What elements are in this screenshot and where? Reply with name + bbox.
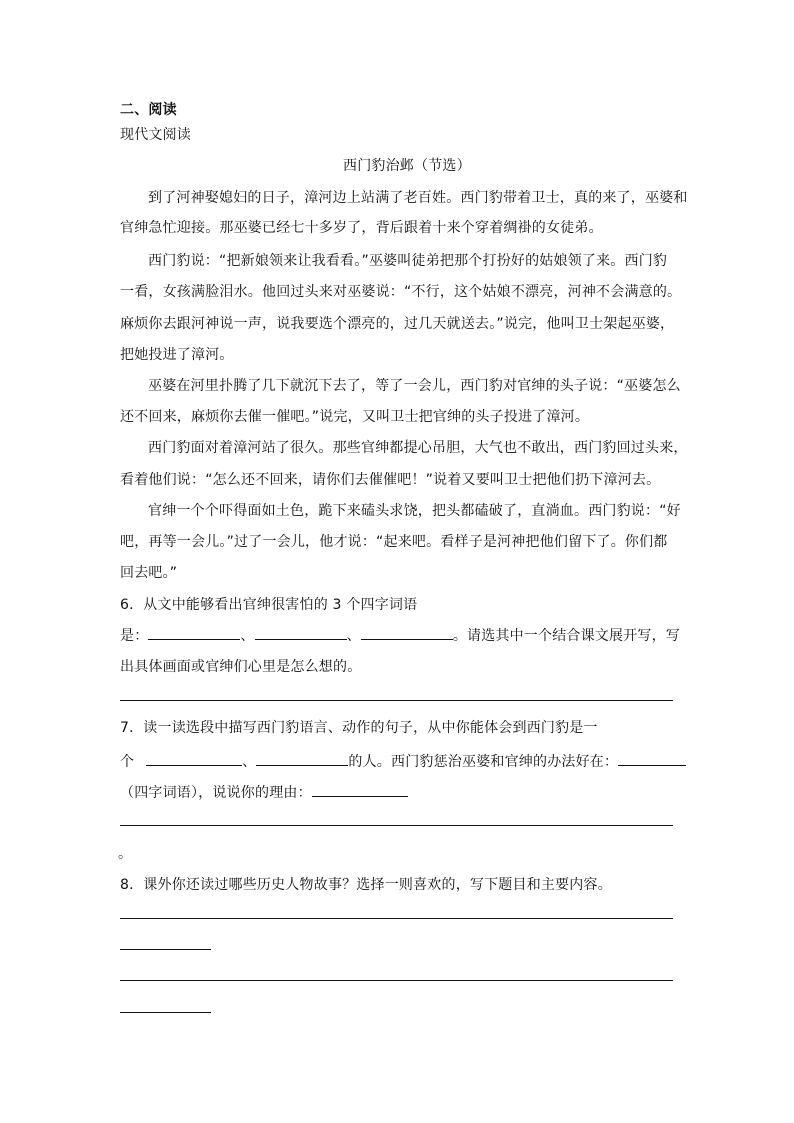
passage-line: 西门豹说：“把新娘领来让我看看。”巫婆叫徒弟把那个打扮好的姑娘领了来。西门豹 (148, 253, 668, 269)
subsection-label: 现代文阅读 (120, 127, 191, 143)
q6-blank-1[interactable] (148, 625, 240, 640)
q6-answer-line[interactable] (120, 700, 673, 701)
passage-title: 西门豹治邺（节选） (343, 158, 471, 174)
q7-blank-1[interactable] (146, 751, 242, 766)
passage-line: 麻烦你去跟河神说一声，说我要选个漂亮的，过几天就送去。”说完，他叫卫士架起巫婆， (120, 316, 675, 332)
q8-answer-line-1[interactable] (120, 918, 673, 919)
passage-line: 官绅急忙迎接。那巫婆已经七十多岁了，背后跟着十来个穿着绸褂的女徒弟。 (120, 220, 603, 236)
question-7-text-cont (120, 782, 408, 802)
q7-separator: 、 (242, 754, 257, 770)
passage-line: 一看，女孩满脸泪水。他回过头来对巫婆说：“不行，这个姑娘不漂亮，河神不会满意的。 (120, 284, 682, 300)
question-6-text-cont: 出具体画面或官绅们心里是怎么想的。 (120, 659, 362, 675)
q7-mid: 的人。西门豹惩治巫婆和官绅的办法好在： (348, 754, 619, 770)
q7-answer-line[interactable] (120, 825, 673, 826)
section-heading: 二、阅读 (120, 102, 177, 118)
question-6-blanks-line (120, 625, 680, 645)
passage-line: 把她投进了漳河。 (120, 347, 234, 363)
q7-prefix: 个 (120, 754, 135, 770)
q8-answer-line-2[interactable] (120, 980, 673, 981)
passage-line: 巫婆在河里扑腾了几下就沉下去了，等了一会儿，西门豹对官绅的头子说：“巫婆怎么 (148, 378, 681, 394)
q7-line3: （四字词语），说说你的理由： (120, 785, 312, 801)
passage-line: 回去吧。” (120, 565, 178, 581)
q8-answer-line-1-cont[interactable] (120, 949, 211, 950)
q7-blank-3[interactable] (618, 751, 686, 766)
passage-line: 还不回来，麻烦你去催一催吧。”说完，又叫卫士把官绅的头子投进了漳河。 (120, 409, 590, 425)
question-6-text: 6．从文中能够看出官绅很害怕的 3 个四字词语 (120, 597, 418, 613)
q7-blank-4[interactable] (312, 782, 408, 797)
q6-separator: 、 (240, 628, 255, 644)
q6-prefix: 是： (120, 628, 149, 644)
q6-blank-2[interactable] (255, 625, 347, 640)
question-8-text: 8．课外你还读过哪些历史人物故事？选择一则喜欢的，写下题目和主要内容。 (120, 877, 612, 893)
q6-blank-3[interactable] (361, 625, 453, 640)
q6-tail: 。请选其中一个结合课文展开写，写 (452, 628, 681, 644)
passage-line: 西门豹面对着漳河站了很久。那些官绅都提心吊胆，大气也不敢出，西门豹回过头来， (148, 440, 688, 456)
passage-line: 看着他们说：“怎么还不回来，请你们去催催吧！”说着又要叫卫士把他们扔下漳河去。 (120, 472, 661, 488)
passage-line: 官绅一个个吓得面如土色，跪下来磕头求饶，把头都磕破了，直淌血。西门豹说：“好 (148, 503, 681, 519)
q6-separator: 、 (346, 628, 361, 644)
question-7-blanks-line (120, 751, 686, 771)
passage-line: 到了河神娶媳妇的日子，漳河边上站满了老百姓。西门豹带着卫士，真的来了，巫婆和 (148, 190, 688, 206)
passage-line: 吧，再等一会儿。”过了一会儿，他才说：“起来吧。看样子是河神把他们留下了。你们都 (120, 534, 668, 550)
q8-answer-line-2-cont[interactable] (120, 1012, 211, 1013)
q7-blank-2[interactable] (256, 751, 348, 766)
q7-end-mark: 。 (118, 846, 133, 862)
question-7-text: 7．读一读选段中描写西门豹语言、动作的句子，从中你能体会到西门豹是一 (120, 720, 598, 736)
